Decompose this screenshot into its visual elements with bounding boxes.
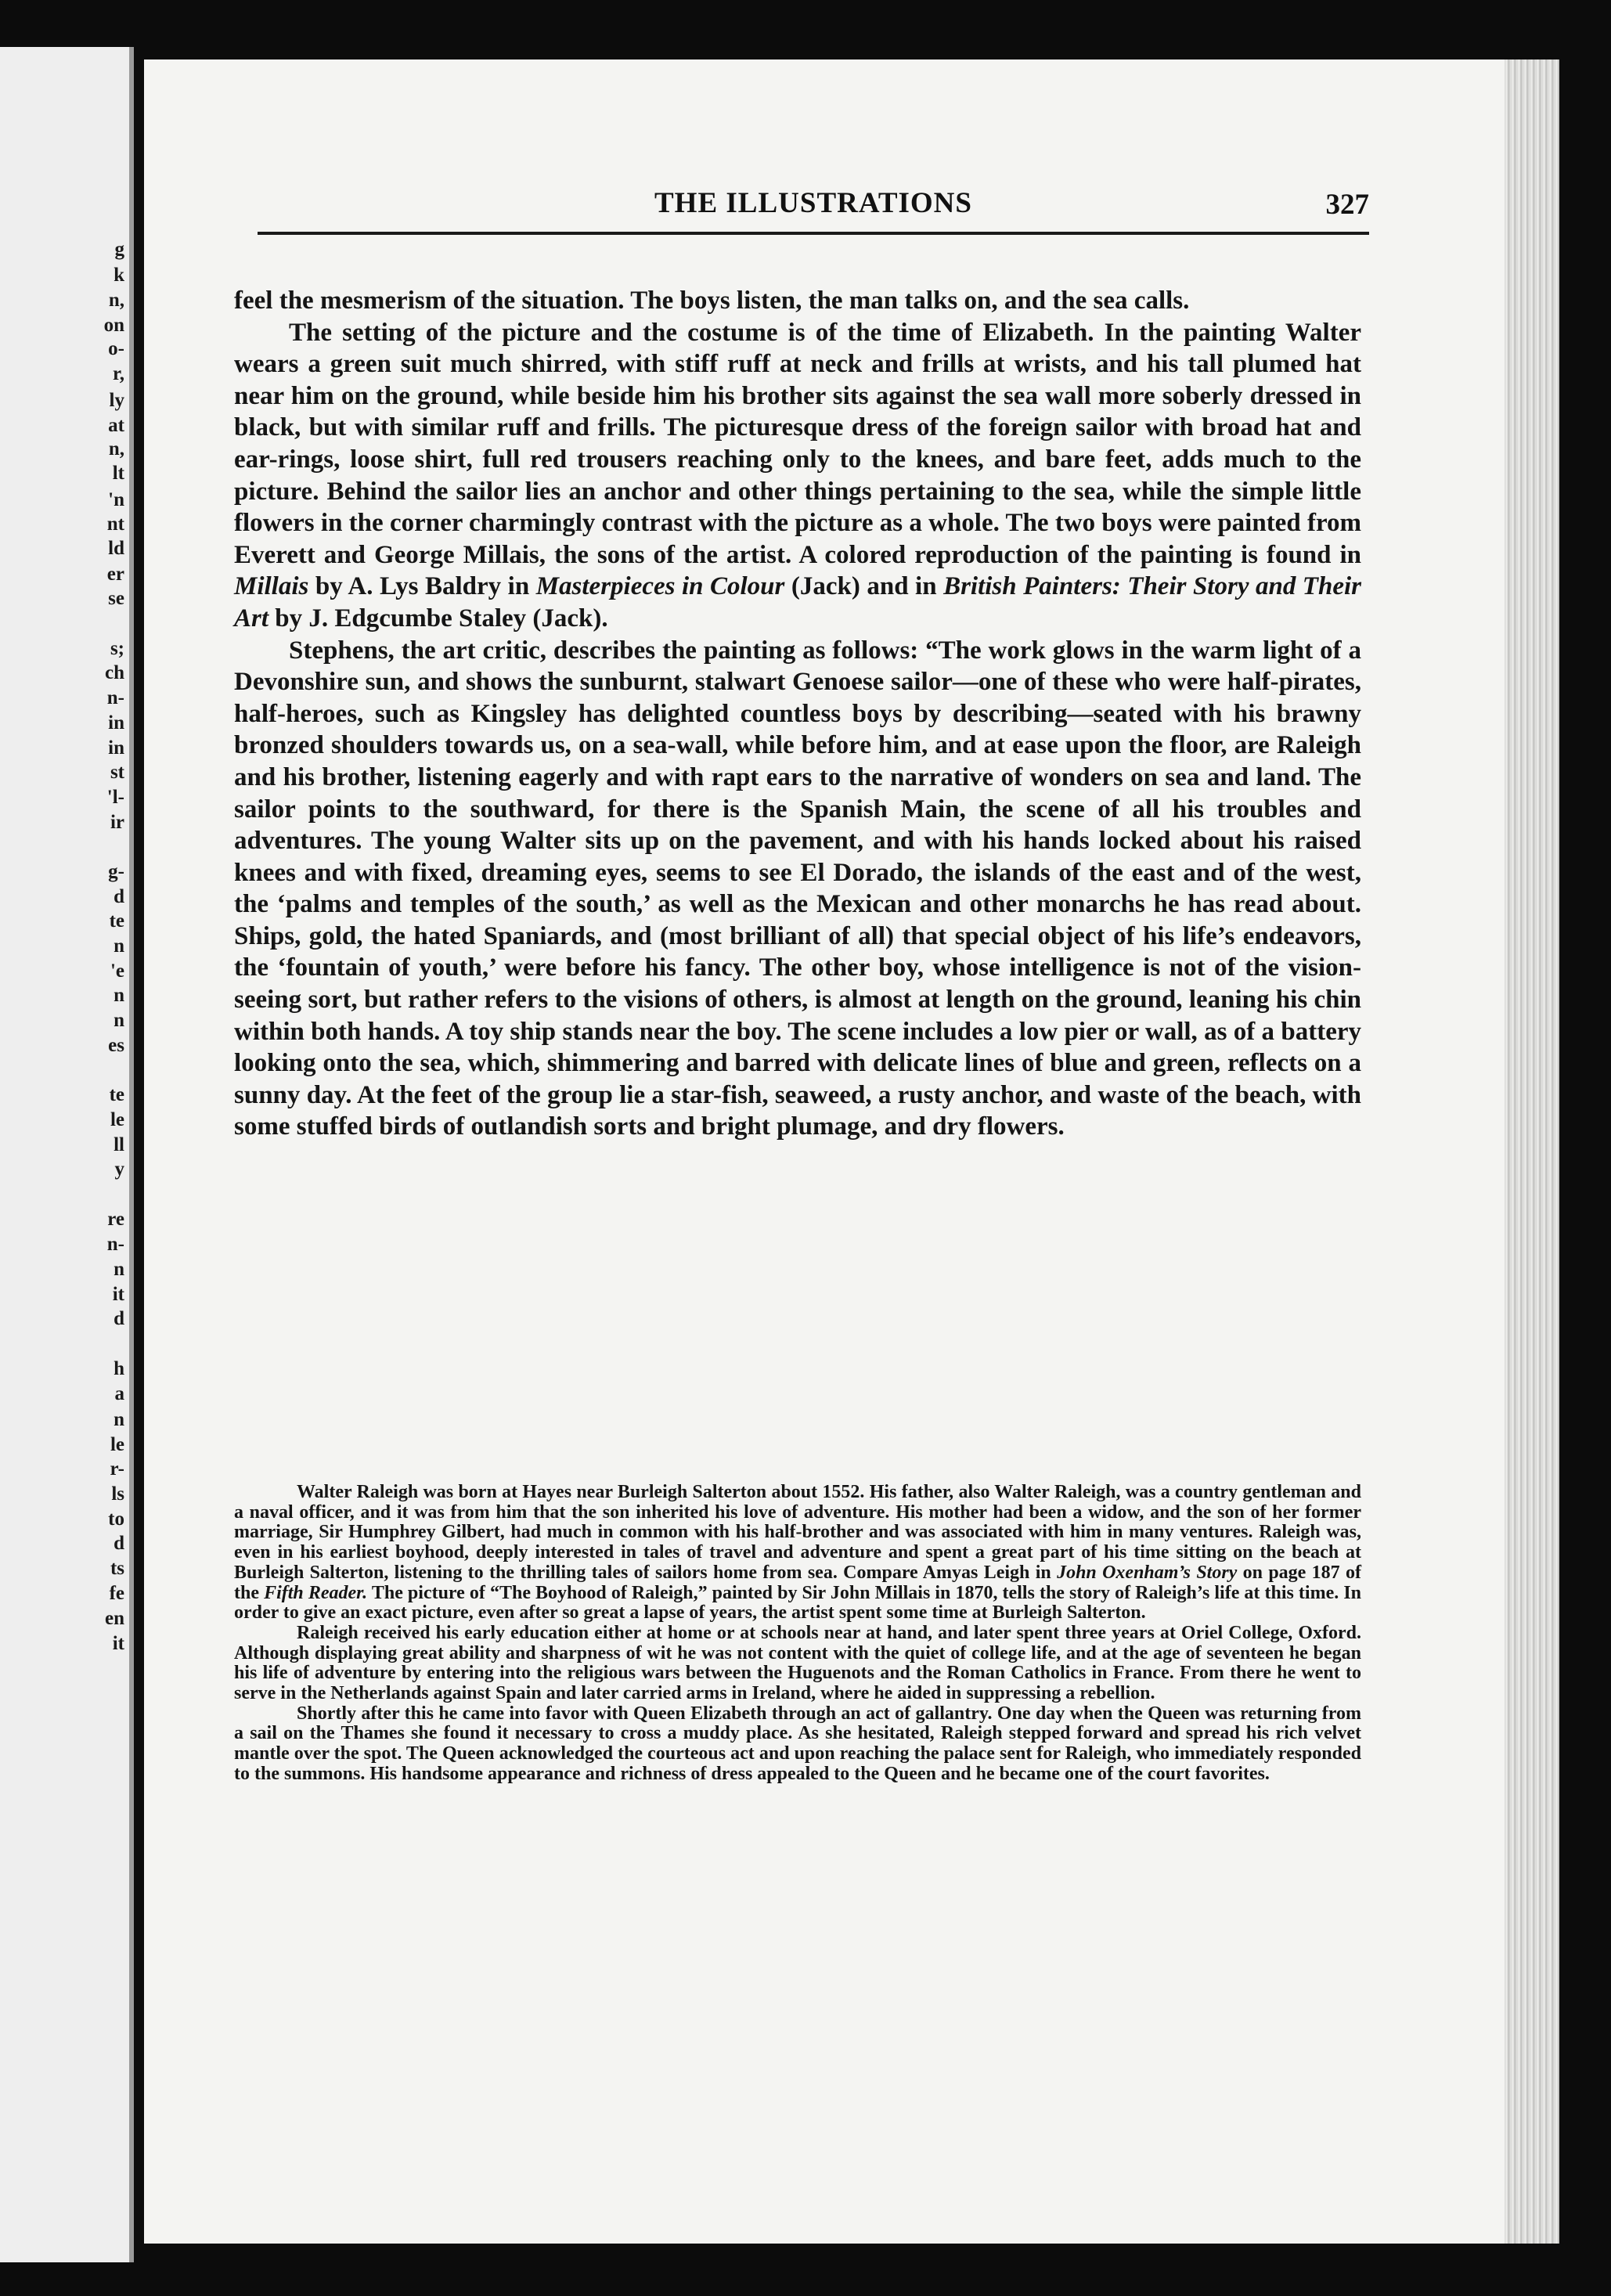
page-header	[258, 185, 1369, 235]
book-title: Masterpieces in Colour	[535, 572, 785, 601]
facing-page-fragment: o-	[108, 338, 124, 359]
text-run: The picture of “The Boyhood of Raleigh,” painted by Sir John Millais in 1870, tells the story of Raleigh’s life at this time. In order to give an exact picture, even after so great a lapse of years, the artist spent some time at Burleigh Salterton.	[234, 1582, 1362, 1624]
facing-page-fragment: g	[114, 239, 124, 260]
facing-page-fragment: ld	[108, 538, 124, 559]
main-text	[234, 285, 1361, 1143]
note-paragraph: Raleigh received his early education either at home or at schools near at hand, and later spent three years at Oriel College, Oxford. Although displaying great ability and sharpness of wit he was not content with the quiet of college life, and at the age of seventeen he began his life of adventure by entering into the religious wars between the Huguenots and the Roman Catholics in France. From there he went to serve in the Netherlands against Spain and later carried arms in Ireland, where he aided in suppressing a rebellion.	[234, 1622, 1361, 1704]
facing-page-fragment: on	[103, 315, 124, 336]
facing-page-edge	[0, 47, 134, 2262]
facing-page-fragment: te	[109, 1084, 124, 1105]
paragraph-setting	[234, 317, 1361, 635]
note-paragraph: Shortly after this he came into favor with Queen Elizabeth through an act of gallantry. One day when the Queen was returning from a sail on the Thames she found it necessary to cross a muddy place. As she hesitated, Raleigh stepped forward and spread his rich velvet mantle over the spot. The Queen acknowledged the courteous act and upon reaching the palace sent for Raleigh, who immediately responded to the summons. His handsome appearance and richness of dress appealed to the Queen and he became one of the court favorites.	[234, 1703, 1361, 1784]
text-run: Walter Raleigh was born at Hayes near Burleigh Salterton about 1552. His father, also Walter Raleigh, was a country gentleman and a naval officer, and it was from him that the son inherited his love of adventure. His mother had been a widow, and the son of her former marriage, Sir Humphrey Gilbert, had much in common with his half-brother and was associated with him in many ventures. Raleigh was, even in his earliest boyhood, deeply interested in tales of travel and adventure and spent a great part of his time sitting on the beach at Burleigh Salterton, listening to the thrilling tales of sailors home from sea. Compare Amyas Leigh in	[234, 1482, 1361, 1583]
biographical-notes	[234, 1483, 1361, 1785]
book-title: Fifth Reader.	[264, 1582, 368, 1603]
book-page	[144, 59, 1559, 2244]
text-run: (Jack) and in	[784, 572, 944, 601]
text-run: by J. Edgcumbe Staley (Jack).	[268, 604, 608, 633]
facing-page-fragment: ts	[110, 1558, 124, 1579]
facing-page-fragment: h	[114, 1358, 124, 1379]
facing-page-fragment: se	[108, 588, 124, 609]
facing-page-fragment: er	[106, 564, 124, 585]
facing-page-fragment: ll	[114, 1134, 124, 1155]
facing-page-fragment: at	[108, 415, 124, 436]
facing-page-fragment: n	[114, 985, 124, 1006]
facing-page-fragment: n,	[108, 290, 124, 311]
text-run: on page 187 of the	[234, 1562, 1361, 1603]
facing-page-fragment: n,	[108, 438, 124, 460]
facing-page-fragment: es	[108, 1035, 124, 1056]
facing-page-fragment: re	[107, 1209, 124, 1230]
facing-page-fragment: n-	[106, 687, 124, 708]
facing-page-fragment: en	[105, 1608, 124, 1629]
facing-page-fragment: k	[114, 265, 124, 286]
facing-page-fragment: 'e	[110, 961, 124, 982]
facing-page-fragment: ir	[110, 812, 124, 833]
facing-page-fragment: d	[114, 1308, 124, 1329]
facing-page-fragment: to	[108, 1508, 124, 1530]
facing-page-fragment: st	[110, 762, 124, 783]
facing-page-fragment: y	[114, 1159, 124, 1180]
book-title: British Painters: Their Story and Their Art	[234, 572, 1361, 633]
facing-page-fragment: n	[114, 935, 124, 957]
facing-page-fragment: n	[114, 1010, 124, 1031]
facing-page-fragment: 'l-	[106, 787, 124, 808]
page-stack-edge	[1505, 59, 1559, 2244]
facing-page-fragment: d	[114, 1533, 124, 1554]
paragraph-stephens-quote: Stephens, the art critic, describes the painting as follows: “The work glows in the warm light of a Devonshire sun, and shows the sunburnt, stalwart Genoese sailor—one of these who were half-pirates, half-heroes, such as Kingsley has delighted countless boys by describing—seated with his brawny bronzed shoulders towards us, on a sea-wall, while before him, and at ease upon the floor, are Raleigh and his brother, listening eagerly and with rapt ears to the narrative of wonders on sea and land. The sailor points to the southward, for there is the Spanish Main, the scene of all his troubles and adventures. The young Walter sits up on the pavement, and with his hands locked about his raised knees and with fixed, dreaming eyes, seems to see El Dorado, the islands of the east and of the west, the ‘palms and temples of the south,’ as well as the Mexican and other monarchs he has read about. Ships, gold, the hated Spaniards, and (most brilliant of all) that special object of his life’s endeavors, the ‘fountain of youth,’ were before his fancy. The other boy, whose intelligence is not of the vision-seeing sort, but rather refers to the visions of others, is almost at length on the ground, leaning his chin within both hands. A toy ship stands near the boy. The scene includes a low pier or wall, as of a battery looking onto the sea, which, shimmering and barred with delicate lines of blue and green, reflects on a sunny day. At the feet of the group lie a star-fish, seaweed, a rusty anchor, and waste of the beach, with some stuffed birds of outlandish sorts and bright plumage, and dry flowers.	[234, 636, 1361, 1141]
facing-page-fragment: lt	[112, 463, 124, 484]
page-number: 327	[1325, 189, 1369, 221]
facing-page-fragment: ly	[109, 390, 124, 411]
facing-page-fragment: a	[114, 1383, 124, 1404]
facing-page-fragment: it	[112, 1633, 124, 1654]
facing-page-fragment: d	[114, 886, 124, 907]
book-title: John Oxenham’s Story	[1057, 1562, 1238, 1583]
facing-page-fragment: r-	[110, 1458, 124, 1480]
book-title: Millais	[234, 572, 309, 601]
facing-page-fragment: le	[110, 1109, 124, 1130]
facing-page-fragment: n	[114, 1259, 124, 1280]
facing-page-fragment: in	[108, 737, 124, 759]
text-run: by A. Lys Baldry in	[308, 572, 536, 601]
note-paragraph	[234, 1483, 1361, 1624]
text-run: The setting of the picture and the costume is of the time of Elizabeth. In the painting Walter wears a green suit much shirred, with stiff ruff at neck and frills at wrists, and his tall plumed hat near him on the ground, while beside him his brother sits against the sea wall more soberly dressed in black, but with similar ruff and frills. The picturesque dress of the foreign sailor with broad hat and ear-rings, loose shirt, full red trousers reaching only to the knees, and bare feet, adds much to the picture. Behind the sailor lies an anchor and other things pertaining to the sea, while the simple little flowers in the corner charmingly contrast with the picture as a whole. The two boys were painted from Everett and George Millais, the sons of the artist. A colored reproduction of the painting is found in	[234, 318, 1361, 569]
facing-page-fragment: fe	[109, 1583, 124, 1604]
facing-page-fragment: n	[114, 1409, 124, 1430]
paragraph-continued: feel the mesmerism of the situation. The boys listen, the man talks on, and the sea calls.	[234, 287, 1190, 315]
facing-page-fragment: n-	[106, 1234, 124, 1255]
facing-page-fragment: g-	[108, 861, 124, 882]
running-head: THE ILLUSTRATIONS	[654, 187, 972, 219]
facing-page-fragment: nt	[106, 514, 124, 535]
facing-page-fragment: s;	[110, 638, 124, 659]
facing-page-fragment: 'n	[108, 489, 124, 510]
facing-page-fragment: le	[110, 1434, 124, 1455]
facing-page-fragment: te	[109, 910, 124, 932]
facing-page-fragment: it	[112, 1284, 124, 1305]
facing-page-fragment: ch	[105, 662, 124, 683]
facing-page-fragment: ls	[111, 1483, 124, 1505]
facing-page-fragment: r,	[112, 363, 124, 384]
facing-page-fragment: in	[108, 712, 124, 733]
